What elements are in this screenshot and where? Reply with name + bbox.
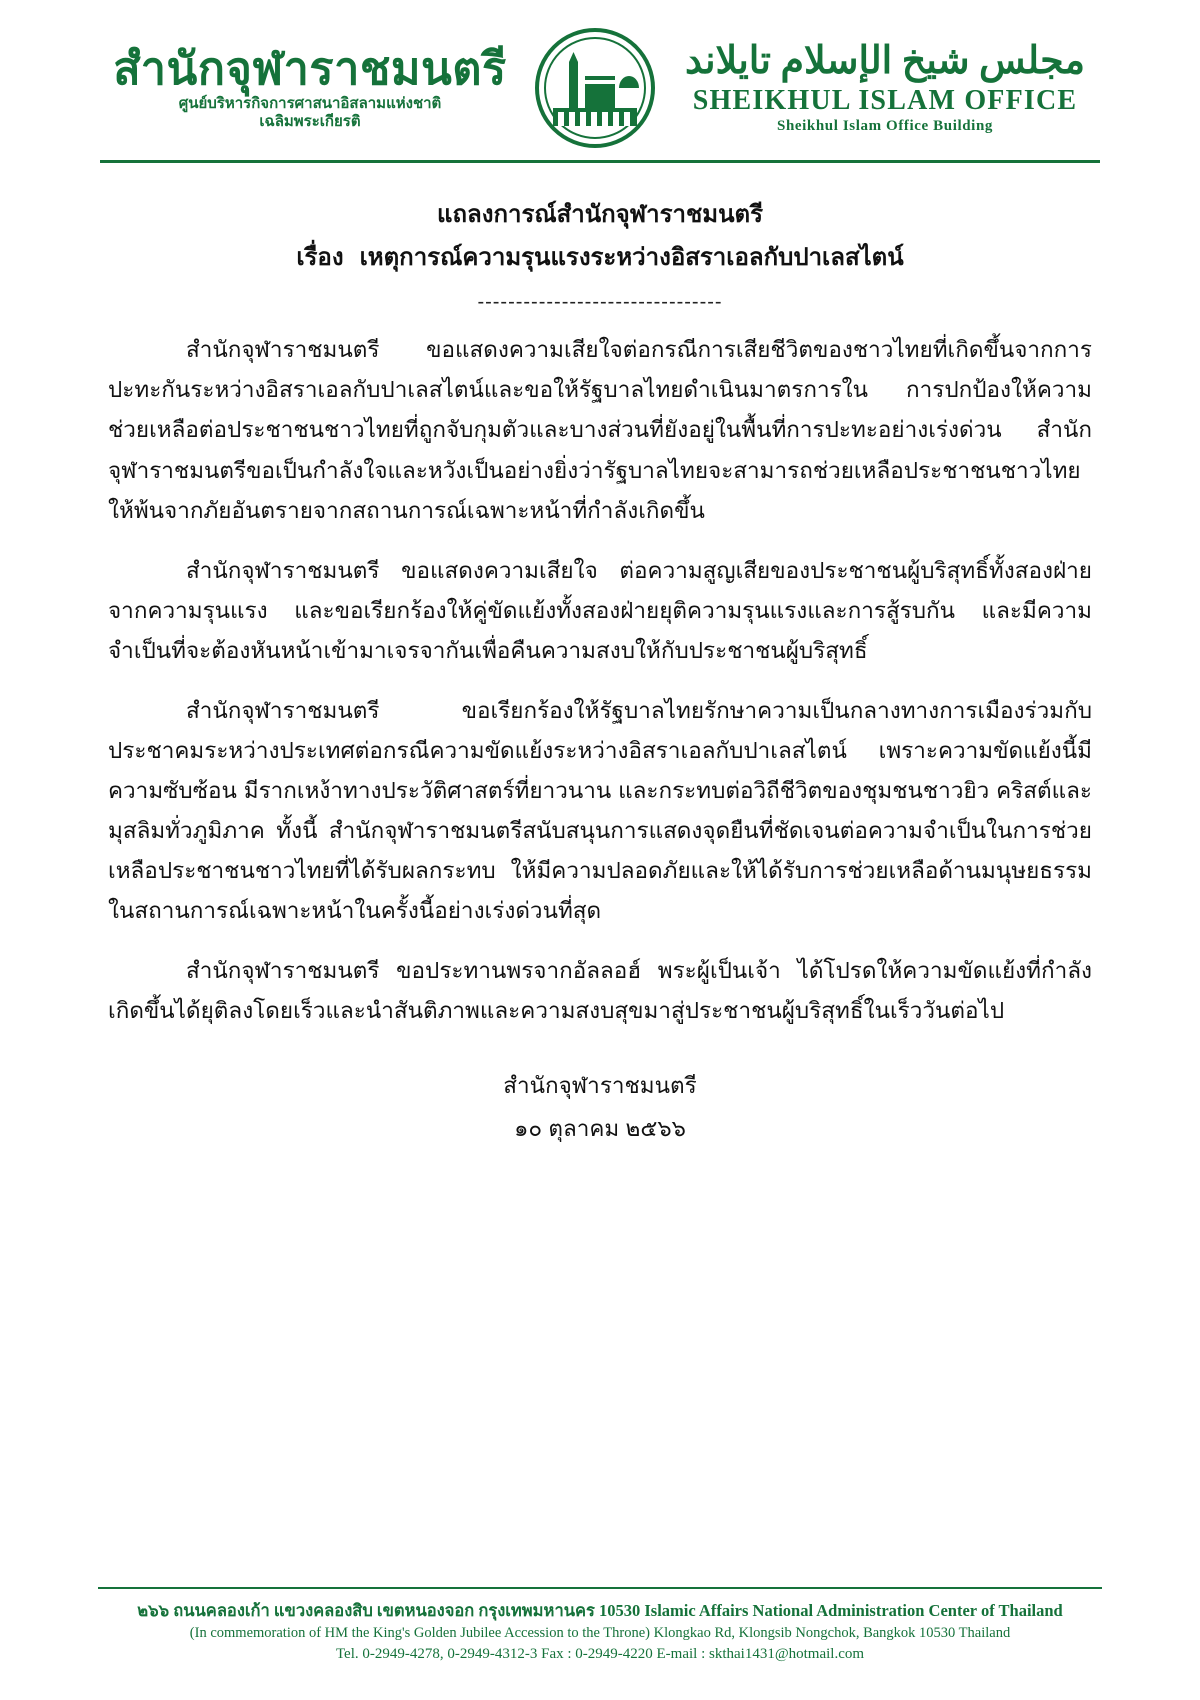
signature-date: ๑๐ ตุลาคม ๒๕๖๖ bbox=[514, 1115, 686, 1141]
org-english-title: SHEIKHUL ISLAM OFFICE bbox=[692, 84, 1078, 116]
body-paragraph: สำนักจุฬาราชมนตรี ขอประทานพรจากอัลลอฮ์ พระผู้เป็นเจ้า ได้โปรดให้ความขัดแย้งที่กำลังเกิดขึ้นได้ยุติลงโดยเร็วและนำสันติภาพและความสงบสุขมาสู่ประชาชนผู้บริสุทธิ์ในเร็ววันต่อไป bbox=[108, 958, 1092, 1024]
signature-block bbox=[108, 1065, 1092, 1151]
footer-address-line: ๒๖๖ ถนนคลองเก้า แขวงคลองสิบ เขตหนองจอก กรุงเทพมหานคร 10530 Islamic Affairs National Administration Center of Thailand bbox=[137, 1601, 1063, 1621]
org-arabic-title: مجلس شيخ الإسلام تايلاند bbox=[685, 40, 1085, 83]
letterhead-thai-block bbox=[100, 45, 520, 130]
mosque-kaaba-emblem-icon bbox=[533, 26, 657, 150]
subject-text: เหตุการณ์ความรุนแรงระหว่างอิสราเอลกับปาเลสไตน์ bbox=[359, 244, 904, 271]
letterhead bbox=[0, 0, 1200, 156]
body-paragraph: สำนักจุฬาราชมนตรี ขอเรียกร้องให้รัฐบาลไทยรักษาความเป็นกลางทางการเมืองร่วมกับประชาคมระหว่างประเทศต่อกรณีความขัดแย้งระหว่างอิสราเอลกับปาเลสไตน์ เพราะความขัดแย้งนี้มีความซับซ้อน มีรากเหง้าทางประวัติศาสตร์ที่ยาวนาน และกระทบต่อวิถีชีวิตของชุมชนชาวยิว คริสต์และมุสลิมทั่วภูมิภาค ทั้งนี้ สำนักจุฬาราชมนตรีสนับสนุนการแสดงจุดยืนที่ชัดเจนต่อความจำเป็นในการช่วยเหลือประชาชนชาวไทยที่ได้รับผลกระทบ ให้มีความปลอดภัยและให้ได้รับการช่วยเหลือด้านมนุษยธรรม ในสถานการณ์เฉพาะหน้าในครั้งนี้อย่างเร่งด่วนที่สุด bbox=[108, 697, 1092, 923]
dashed-divider: -------------------------------- bbox=[477, 291, 723, 314]
org-english-subtitle: Sheikhul Islam Office Building bbox=[777, 117, 993, 134]
document-body bbox=[0, 163, 1200, 1151]
org-thai-subtitle-1: ศูนย์บริหารกิจการศาสนาอิสลามแห่งชาติ bbox=[178, 94, 442, 112]
body-paragraph: สำนักจุฬาราชมนตรี ขอแสดงความเสียใจ ต่อความสูญเสียของประชาชนผู้บริสุทธิ์ทั้งสองฝ่ายจากความรุนแรง และขอเรียกร้องให้คู่ขัดแย้งทั้งสองฝ่ายยุติความรุนแรงและการสู้รบกัน และมีความจำเป็นที่จะต้องหันหน้าเข้ามาเจรจากันเพื่อคืนความสงบให้กับประชาชนผู้บริสุทธิ์ bbox=[108, 557, 1092, 663]
letterhead-arabic-english-block bbox=[670, 41, 1100, 135]
footer-contact-line: Tel. 0-2949-4278, 0-2949-4312-3 Fax : 0-2949-4220 E-mail : skthai1431@hotmail.com bbox=[335, 1646, 865, 1663]
footer bbox=[0, 1587, 1200, 1666]
org-thai-title: สำนักจุฬาราชมนตรี bbox=[113, 43, 507, 95]
footer-commemoration-line: (In commemoration of HM the King's Golden Jubilee Accession to the Throne) Klongkao Rd, Klongsib Nongchok, Bangkok 10530 Thailand bbox=[189, 1625, 1011, 1642]
page-title: แถลงการณ์สำนักจุฬาราชมนตรี bbox=[437, 201, 763, 228]
org-thai-subtitle-2: เฉลิมพระเกียรติ bbox=[259, 112, 361, 130]
body-paragraph: สำนักจุฬาราชมนตรี ขอแสดงความเสียใจต่อกรณีการเสียชีวิตของชาวไทยที่เกิดขึ้นจากการปะทะกันระหว่างอิสราเอลกับปาเลสไตน์และขอให้รัฐบาลไทยดำเนินมาตรการใน การปกป้องให้ความช่วยเหลือต่อประชาชนชาวไทยที่ถูกจับกุมตัวและบางส่วนที่ยังอยู่ในพื้นที่การปะทะอย่างเร่งด่วน สำนักจุฬาราชมนตรีขอเป็นกำลังใจและหวังเป็นอย่างยิ่งว่ารัฐบาลไทยจะสามารถช่วยเหลือประชาชนชาวไทยให้พ้นจากภัยอันตรายจากสถานการณ์เฉพาะหน้าที่กำลังเกิดขึ้น bbox=[108, 337, 1092, 523]
subject-label: เรื่อง bbox=[296, 244, 344, 271]
signature-name: สำนักจุฬาราชมนตรี bbox=[503, 1073, 697, 1099]
document-subject bbox=[108, 239, 1092, 277]
footer-divider bbox=[98, 1587, 1102, 1589]
